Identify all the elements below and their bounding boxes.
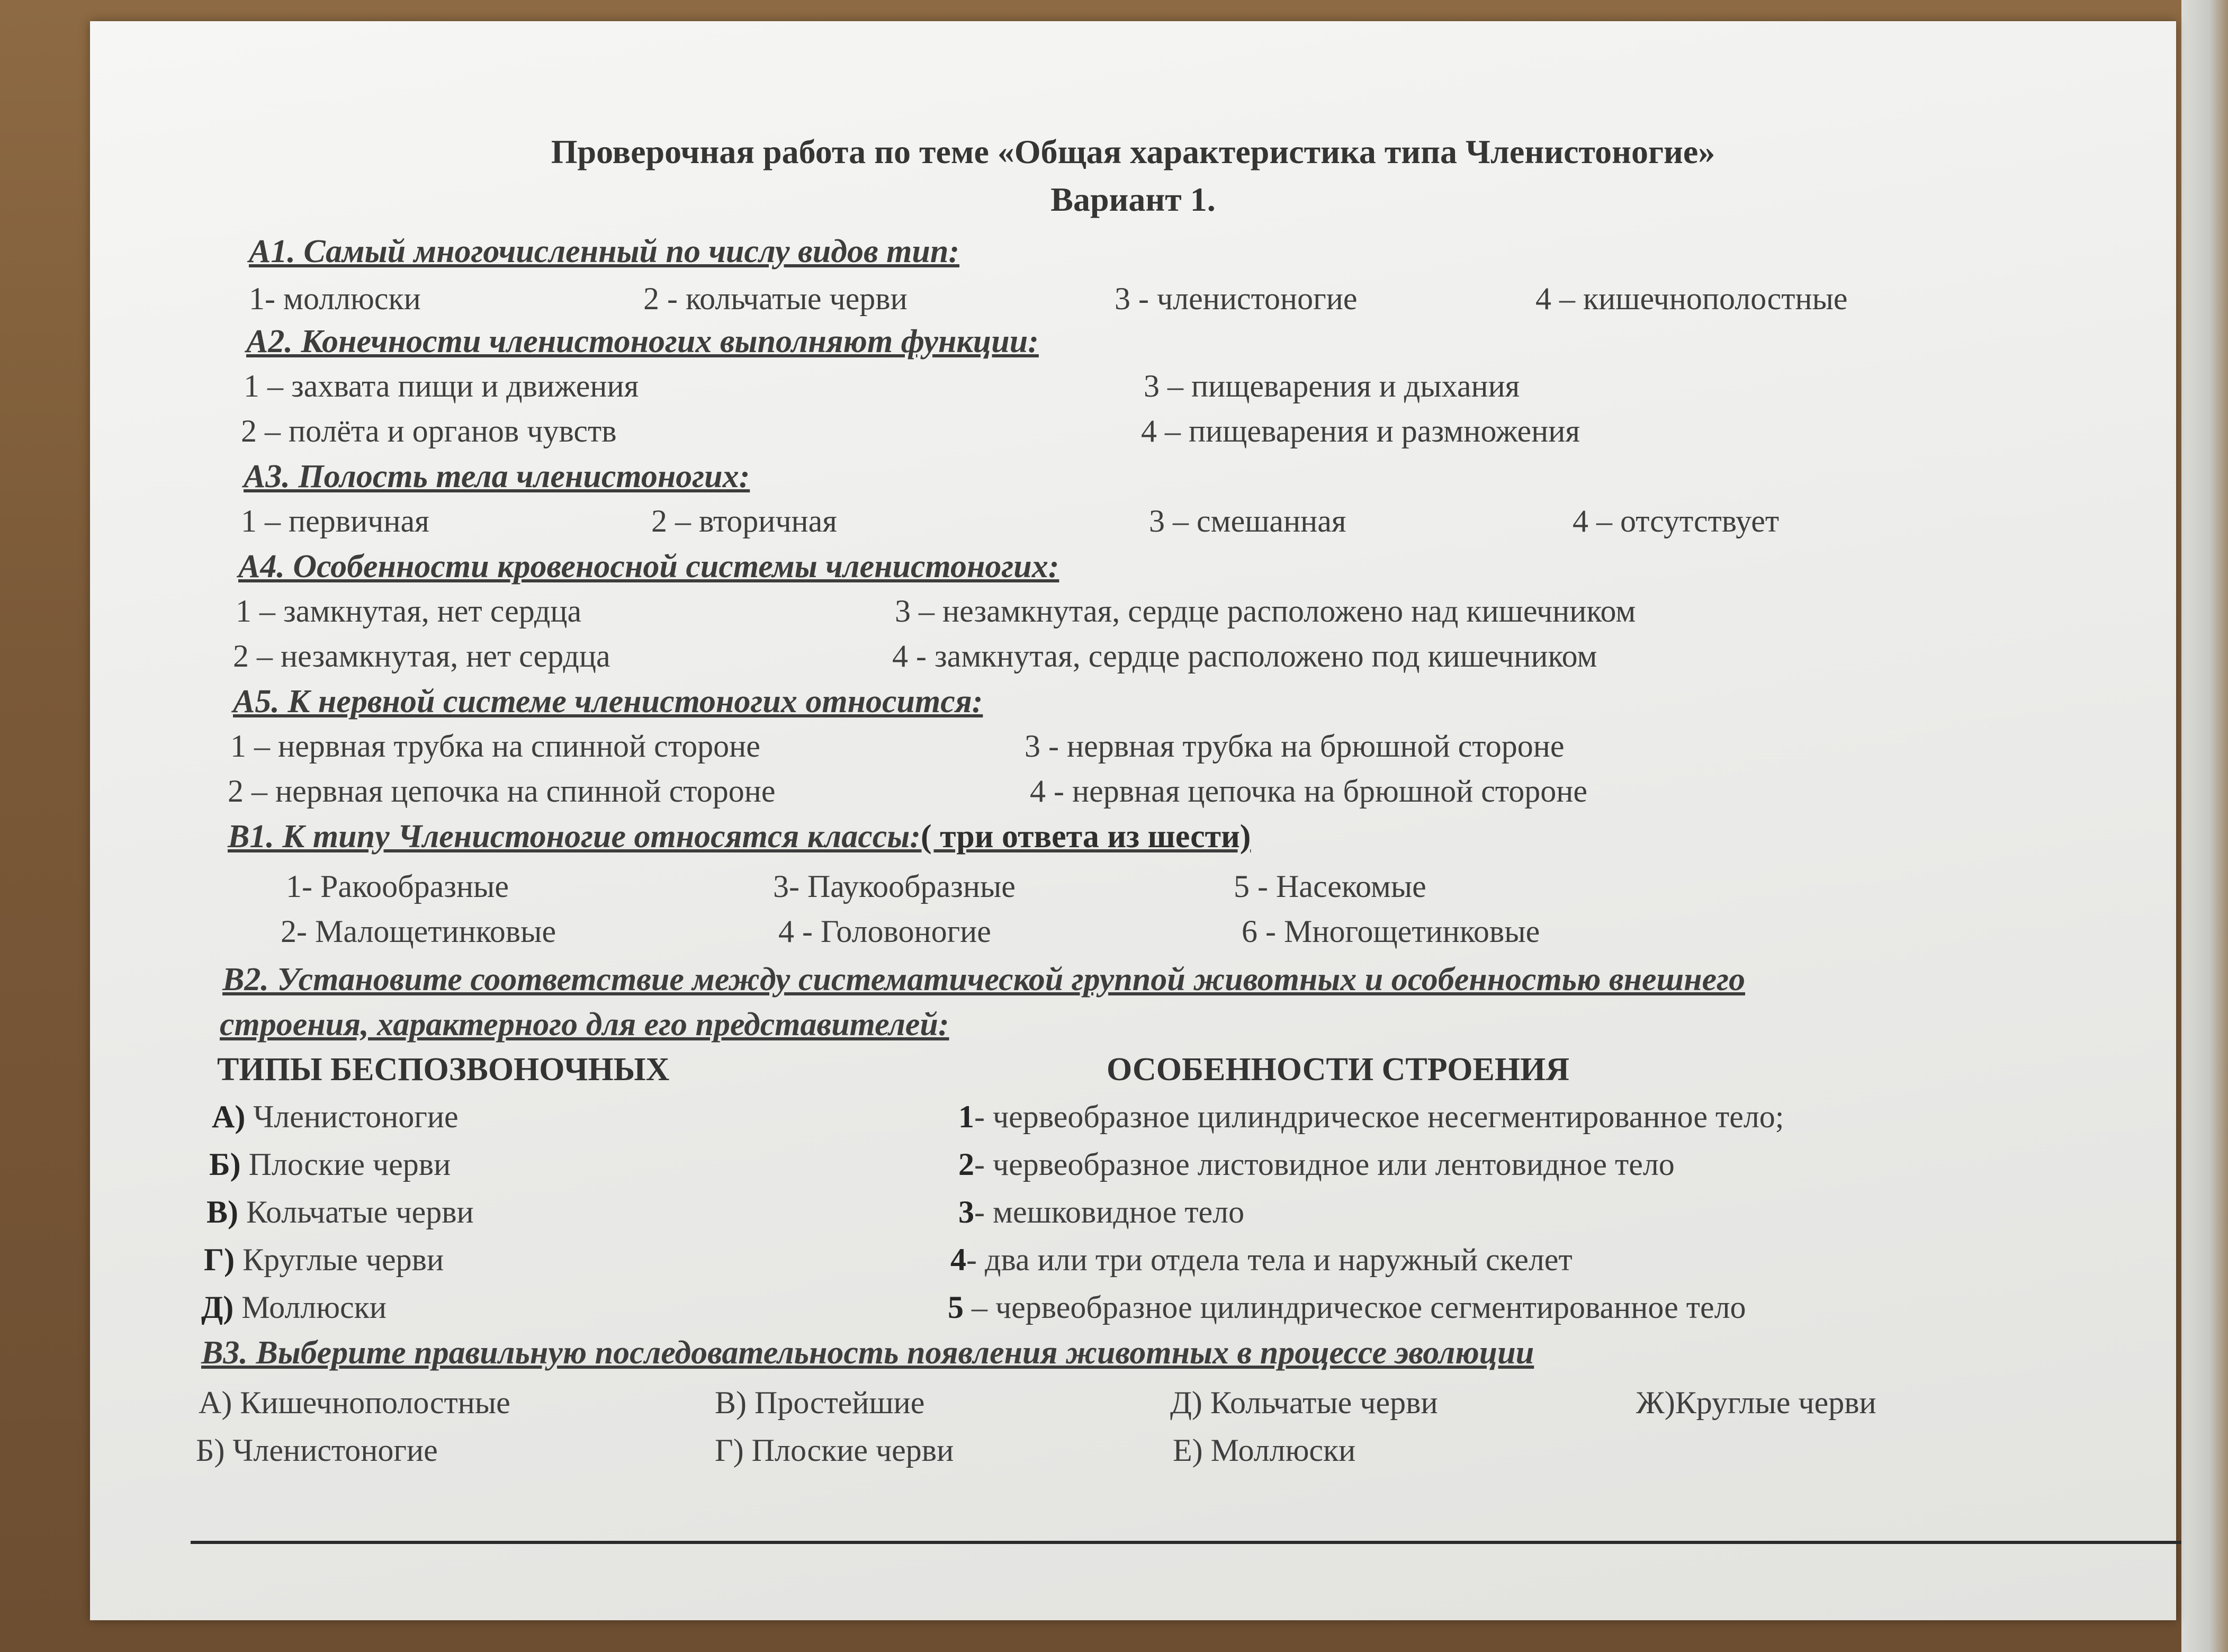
question-a2: А2. Конечности членистоногих выполняют функции:	[246, 324, 1039, 360]
a1-option-4: 4 – кишечнополостные	[1535, 281, 1848, 316]
a4-option-2: 2 – незамкнутая, нет сердца	[233, 639, 610, 674]
b3-option-zh: Ж)Круглые черви	[1636, 1385, 1876, 1420]
b2-left-item-a: А) Членистоногие	[212, 1099, 459, 1134]
b1-option-2: 2- Малощетинковые	[281, 914, 556, 949]
b3-option-a: А) Кишечнополостные	[199, 1385, 510, 1420]
question-b2-line2: строения, характерного для его представителей:	[220, 1007, 949, 1043]
table-surface	[2181, 0, 2228, 1652]
b2-right-item-2: 2- червеобразное листовидное или лентовидное тело	[958, 1147, 1675, 1182]
b1-option-3: 3- Паукообразные	[773, 869, 1016, 904]
a5-option-4: 4 - нервная цепочка на брюшной стороне	[1030, 774, 1588, 809]
b3-option-e: Е) Моллюски	[1173, 1433, 1356, 1468]
b2-right-item-3: 3- мешковидное тело	[958, 1195, 1245, 1229]
b2-right-header: ОСОБЕННОСТИ СТРОЕНИЯ	[1107, 1052, 1570, 1088]
a1-option-1: 1- моллюски	[249, 281, 421, 316]
question-a3: А3. Полость тела членистоногих:	[244, 459, 750, 495]
b3-option-v: В) Простейшие	[715, 1385, 925, 1420]
a3-option-2: 2 – вторичная	[651, 504, 837, 538]
a3-option-1: 1 – первичная	[241, 504, 429, 538]
a4-option-4: 4 - замкнутая, сердце расположено под кишечником	[892, 639, 1597, 674]
question-b3: В3. Выберите правильную последовательность появления животных в процессе эволюции	[201, 1335, 1534, 1371]
a2-option-1: 1 – захвата пищи и движения	[244, 369, 639, 403]
b2-left-item-v: В) Кольчатые черви	[206, 1195, 474, 1229]
question-b2-line1: В2. Установите соответствие между систематической группой животных и особенностью внешнего	[222, 962, 1746, 998]
b1-option-1: 1- Ракообразные	[286, 869, 509, 904]
question-a1: А1. Самый многочисленный по числу видов тип:	[249, 234, 960, 270]
variant-title: Вариант 1.	[1050, 181, 1216, 218]
b2-left-header: ТИПЫ БЕСПОЗВОНОЧНЫХ	[217, 1052, 670, 1088]
b2-left-item-g: Г) Круглые черви	[204, 1242, 444, 1277]
bottom-divider-line	[191, 1541, 2181, 1544]
a2-option-3: 3 – пищеварения и дыхания	[1144, 369, 1520, 403]
a5-option-1: 1 – нервная трубка на спинной стороне	[230, 729, 760, 764]
question-b1	[228, 818, 1251, 856]
a2-option-4: 4 – пищеварения и размножения	[1141, 414, 1580, 448]
a1-option-2: 2 - кольчатые черви	[643, 281, 908, 316]
worksheet-paper	[90, 21, 2176, 1620]
question-b1-note: ( три ответа из шести)	[920, 819, 1251, 855]
b2-left-item-d: Д) Моллюски	[201, 1290, 387, 1325]
b1-option-6: 6 - Многощетинковые	[1242, 914, 1540, 949]
a3-option-3: 3 – смешанная	[1149, 504, 1346, 538]
a1-option-3: 3 - членистоногие	[1115, 281, 1358, 316]
a4-option-3: 3 – незамкнутая, сердце расположено над кишечником	[895, 594, 1636, 629]
a3-option-4: 4 – отсутствует	[1573, 504, 1780, 538]
question-b1-text: В1. К типу Членистоногие относятся классы:	[228, 819, 921, 855]
b3-option-d: Д) Кольчатые черви	[1170, 1385, 1438, 1420]
question-a5: А5. К нервной системе членистоногих относится:	[233, 684, 983, 720]
b1-option-4: 4 - Головоногие	[778, 914, 991, 949]
question-a4: А4. Особенности кровеносной системы членистоногих:	[238, 549, 1059, 585]
b2-right-item-1: 1- червеобразное цилиндрическое несегментированное тело;	[958, 1099, 1784, 1134]
b3-option-g: Г) Плоские черви	[715, 1433, 954, 1468]
b2-left-item-b: Б) Плоские черви	[209, 1147, 451, 1182]
b2-right-item-4: 4- два или три отдела тела и наружный скелет	[950, 1242, 1573, 1277]
a2-option-2: 2 – полёта и органов чувств	[241, 414, 617, 448]
b2-right-item-5: 5 – червеобразное цилиндрическое сегментированное тело	[948, 1290, 1746, 1325]
b3-option-b: Б) Членистоногие	[196, 1433, 438, 1468]
page-title: Проверочная работа по теме «Общая характеристика типа Членистоногие»	[551, 133, 1715, 170]
a5-option-3: 3 - нервная трубка на брюшной стороне	[1025, 729, 1565, 764]
a5-option-2: 2 – нервная цепочка на спинной стороне	[228, 774, 776, 809]
a4-option-1: 1 – замкнутая, нет сердца	[236, 594, 582, 629]
b1-option-5: 5 - Насекомые	[1234, 869, 1426, 904]
